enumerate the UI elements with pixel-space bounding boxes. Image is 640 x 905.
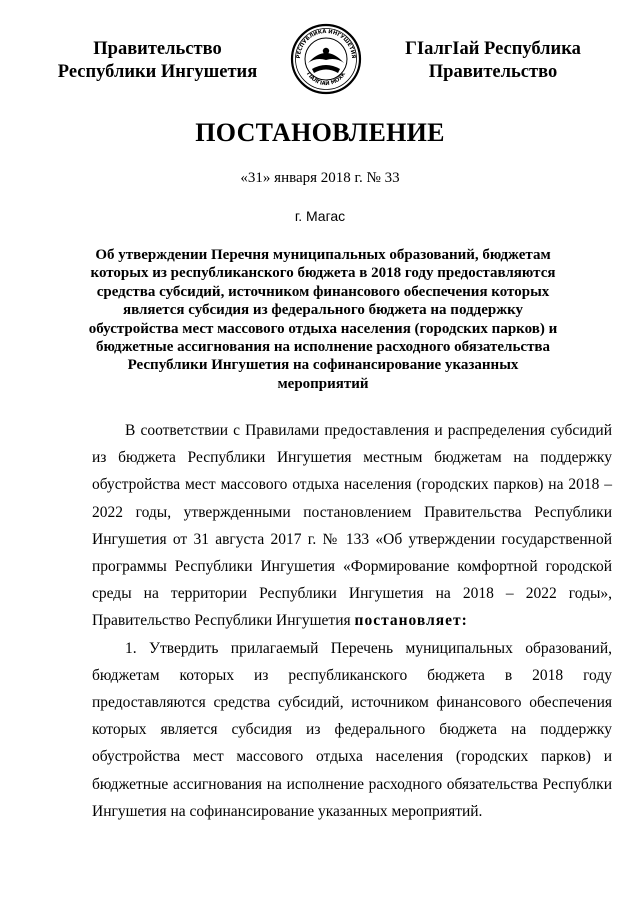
paragraph-1-text: В соответствии с Правилами предоставления и распределения субсидий из бюджета Республики Ингушетия местным бюджетам на поддержку обустройства мест массового отдыха населения (городских парков) на 2018 – 2022 годы, утвержденными постановлением Правительства Республики Ингушетия от 31 августа 2017 г. № 133 «Об утверждении государственной программы Республики Ингушетия «Формирование комфортной городской среды на территории Республики Ингушетия на 2018 – 2022 годы», Правительство Республики Ингушетия	[92, 422, 612, 630]
issuer-name-ingush-line2: Правительство	[428, 62, 558, 82]
emblem-bottom-text: ГIАЛГIАЙ МОХК	[304, 71, 348, 88]
emblem-top-text: РЕСПУБЛИКА ИНГУШЕТИЯ	[295, 28, 357, 59]
document-body	[92, 417, 612, 825]
issuer-name-russian-line2: Республики Ингушетия	[57, 62, 258, 82]
issuer-name-ingush	[388, 38, 598, 84]
document-title: ПОСТАНОВЛЕНИЕ	[195, 118, 445, 147]
document-subject: Об утверждении Перечня муниципальных образований, бюджетам которых из республиканского бюджета в 2018 году предоставляются средства субсидий, источником финансового обеспечения которых является субсидия из федерального бюджета на поддержку обустройства мест массового отдыха населения (городских парков) и бюджетные ассигнования на исполнение расходного обязательства Республики Ингушетия на софинансирование указанных мероприятий	[88, 247, 558, 392]
issuer-name-ingush-line1: ГIалгIай Республика	[405, 39, 581, 59]
svg-text:ГIАЛГIАЙ МОХК	[305, 71, 348, 87]
resolution-verb: постановляет:	[354, 612, 468, 630]
body-paragraph-1	[92, 417, 612, 635]
issuer-name-russian	[50, 38, 265, 84]
document-date-number: «31» января 2018 г. № 33	[240, 170, 400, 186]
document-city: г. Магас	[294, 208, 346, 224]
coat-of-arms-emblem	[290, 23, 362, 95]
body-paragraph-2: 1. Утвердить прилагаемый Перечень муниципальных образований, бюджетам которых из республиканского бюджета в 2018 году предоставляются средства субсидий, источником финансового обеспечения которых является субсидия из федерального бюджета на поддержку обустройства мест массового отдыха населения (городских парков) и бюджетные ассигнования на исполнение расходного обязательства Республки Ингушетия на софинансирование указанных мероприятий.	[92, 639, 612, 820]
issuer-name-russian-line1: Правительство	[93, 39, 222, 59]
